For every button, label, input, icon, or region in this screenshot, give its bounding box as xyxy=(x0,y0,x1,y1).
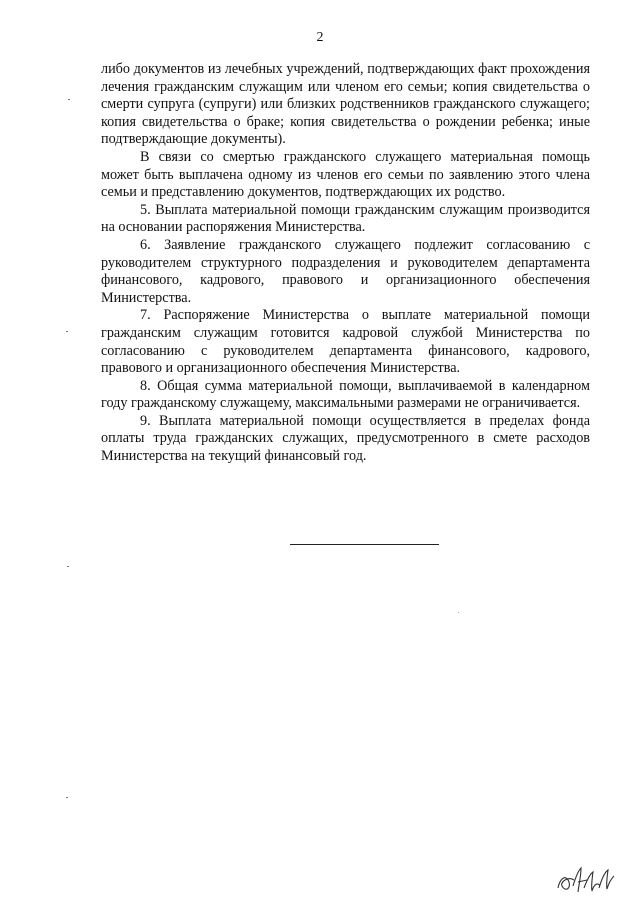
paragraph-item-7: 7. Распоряжение Министерства о выплате материальной помощи гражданским служащим готовится кадровой службой Министерства по согласованию с руководителем департамента финансового, кадрового, правового и организационного обеспечения Министерства. xyxy=(101,307,590,377)
scan-speck xyxy=(68,99,70,100)
paragraph-continuation: либо документов из лечебных учреждений, подтверждающих факт прохождения лечения гражданским служащим или членом его семьи; копия свидетельства о смерти супруга (супруги) или близких родственников гражданского служащего; копия свидетельства о браке; копия свидетельства о рождении ребенка; иные подтверждающие документы). xyxy=(101,61,590,148)
paragraph-death-of-servant: В связи со смертью гражданского служащего материальная помощь может быть выплачена одному из членов его семьи по заявлению этого члена семьи и представлению документов, подтверждающих их родство. xyxy=(101,148,590,201)
page-number: 2 xyxy=(316,30,324,45)
end-separator-line xyxy=(290,544,439,545)
scan-speck xyxy=(66,797,68,798)
paragraph-item-6: 6. Заявление гражданского служащего подлежит согласованию с руководителем структурного подразделения и руководителем департамента финансового, кадрового, правового и организационного обеспечения Министерства. xyxy=(101,236,590,306)
scan-speck xyxy=(458,612,459,613)
paragraph-item-9: 9. Выплата материальной помощи осуществляется в пределах фонда оплаты труда гражданских служащих, предусмотренного в смете расходов Министерства на текущий финансовый год. xyxy=(101,412,590,465)
document-body xyxy=(101,61,590,466)
scan-speck xyxy=(66,331,68,332)
paragraph-item-5: 5. Выплата материальной помощи гражданским служащим производится на основании распоряжения Министерства. xyxy=(101,201,590,236)
handwritten-initials-signature xyxy=(554,862,616,896)
paragraph-item-8: 8. Общая сумма материальной помощи, выплачиваемой в календарном году гражданскому служащему, максимальными размерами не ограничивается. xyxy=(101,377,590,412)
scan-speck xyxy=(67,566,69,567)
